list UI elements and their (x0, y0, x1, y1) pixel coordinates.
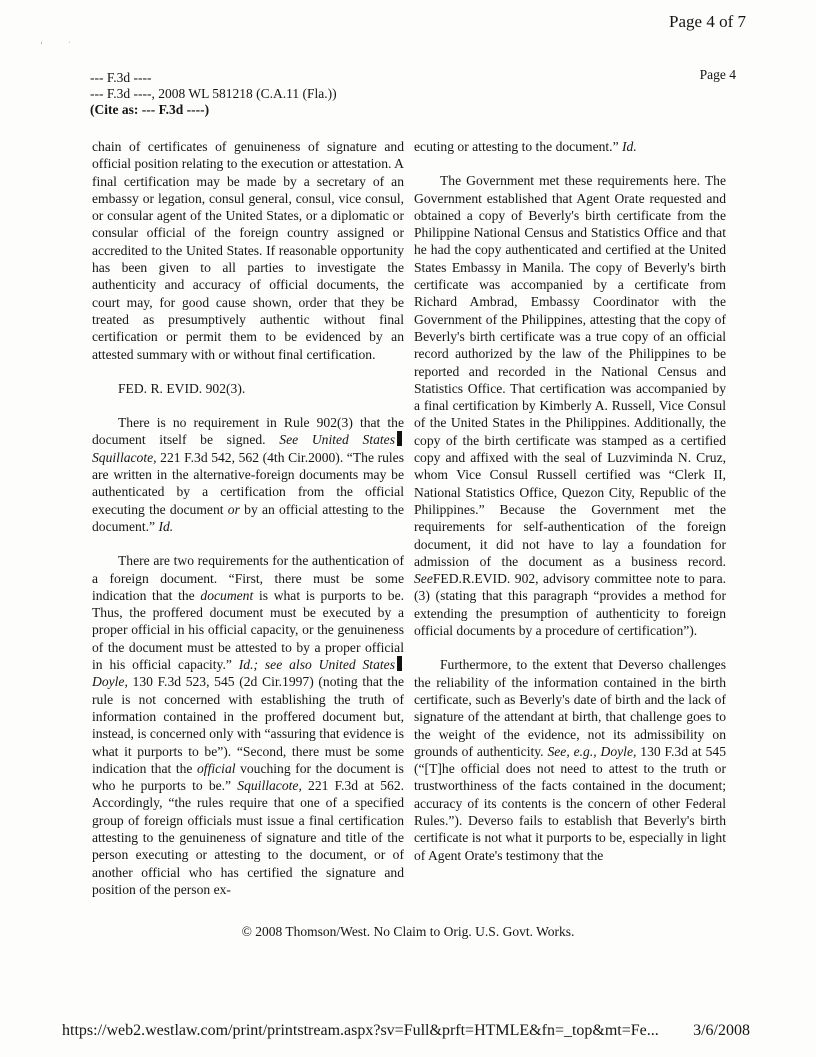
citation-block (90, 70, 337, 118)
redaction-mark (397, 656, 402, 671)
citation-line-2: --- F.3d ----, 2008 WL 581218 (C.A.11 (Fla.)) (90, 86, 337, 101)
case-link[interactable]: Squillacote, (92, 449, 157, 465)
scan-specks: ʻ ˈ (40, 40, 71, 50)
paragraph-government-met: The Government met these requirements here. The Government established that Agent Orate requested and obtained a copy of Beverly's birth certificate from the Philippine National Census and Statistics Office and that he had the copy authenticated and certified at the United States Embassy in Manila. The copy of Beverly's birth certificate was accompanied by a certificate from Richard Ambrad, Embassy Coordinator with the Government of the Philippines, attesting that the copy of Beverly's birth certificate was a true copy of an official record authorized by the law of the Philippines to be reported and recorded in the National Census and Statistics Office. That certification was accompanied by a final certification by Kimberly A. Russell, Vice Consul of the United States in the Philippines. Additionally, the copy of the birth certificate was stamped as a certified copy and affixed with the seal of Luzviminda N. Cruz, whom Vice Consul Russell certified was “Clerk II, National Statistics Office, Quezon City, Republic of the Philippines.” Because the Government met the requirements for self-authentication of the foreign document, it did not have to lay a foundation for admission of the document as a business record. SeeFED.R.EVID. 902, advisory committee note to para. (3) (stating that this paragraph “provides a method for extending the presumption of authenticity to foreign official documents by a procedure of certification”). (414, 173, 726, 639)
continuation: ecuting or attesting to the document.” Id. (414, 139, 637, 154)
citation-line-3: (Cite as: --- F.3d ----) (90, 102, 210, 117)
paragraph-no-signature: There is no requirement in Rule 902(3) that the document itself be signed. See United States Squillacote, 221 F.3d 542, 562 (4th Cir.2000). “The rules are written in the alternative-foreign documents may be authenticated by a certification from the official executing the document or by an official attesting to the document.” Id. (92, 415, 404, 534)
redaction-mark (397, 431, 402, 446)
paragraph-two-requirements: There are two requirements for the authentication of a foreign document. “First, there must be some indication that the document is what is purports to be. Thus, the proffered document must be executed by a proper official in his official capacity, or the genuineness of the document must be attested to by a proper official in his official capacity.” Id.; see also United States Doyle, 130 F.3d 523, 545 (2d Cir.1997) (noting that the rule is not concerned with establishing the truth of information contained in the proffered document but, instead, is concerned only with “assuring that evidence is what it purports to be”). “Second, there must be some indication that the official vouching for the document is who he purports to be.” Squillacote, 221 F.3d at 562. Accordingly, “the rules require that one of a specified group of foreign officials must issue a final certification attesting to the genuineness of signature and title of the person executing or attesting to the document, or of another official who has certified the signature and position of the person ex- (92, 553, 405, 897)
case-link[interactable]: Squillacote, (237, 778, 302, 794)
citation-line-1: --- F.3d ---- (90, 70, 152, 85)
copyright-notice: © 2008 Thomson/West. No Claim to Orig. U.S. Govt. Works. (241, 924, 575, 939)
rule-quote: chain of certificates of genuineness of signature and official position relating to the execution or attestation. A final certification may be made by a secretary of an embassy or legation, consul general, consul, vice consul, or consular agent of the United States, or a diplomatic or consular official of the foreign country assigned or accredited to the United States. If reasonable opportunity has been given to all parties to investigate the authenticity and accuracy of official documents, the court may, for good cause shown, order that they be treated as presumptively authentic without final certification or permit them to be evidenced by an attested summary with or without final certification. (92, 139, 404, 362)
print-url: https://web2.westlaw.com/print/printstream.aspx?sv=Full&prft=HTMLE&fn=_top&mt=Fe... (62, 1022, 659, 1039)
page-counter: Page 4 of 7 (669, 12, 746, 31)
left-column (92, 138, 404, 915)
print-date: 3/6/2008 (693, 1022, 750, 1039)
right-column (414, 138, 726, 864)
rule-cite: FED. R. EVID. 902(3). (118, 380, 246, 396)
page-number: Page 4 (699, 67, 736, 82)
case-link[interactable]: See, e.g., Doyle, (547, 743, 637, 759)
paragraph-furthermore: Furthermore, to the extent that Deverso challenges the reliability of the information contained in the birth certificate, such as Beverly's date of birth and the lack of signature of the attendant at birth, that challenge goes to the weight of the evidence, not its admissibility on grounds of authenticity. See, e.g., Doyle, 130 F.3d at 545 (“[T]he official does not need to attest to the truth or trustworthiness of the facts contained in the document; accuracy of its contents is the concern of other Federal Rules.”). Deverso fails to establish that Beverly's birth certificate is not what it purports to be, especially in light of Agent Orate's testimony that the (414, 657, 726, 863)
case-link[interactable]: Doyle, (92, 674, 128, 690)
